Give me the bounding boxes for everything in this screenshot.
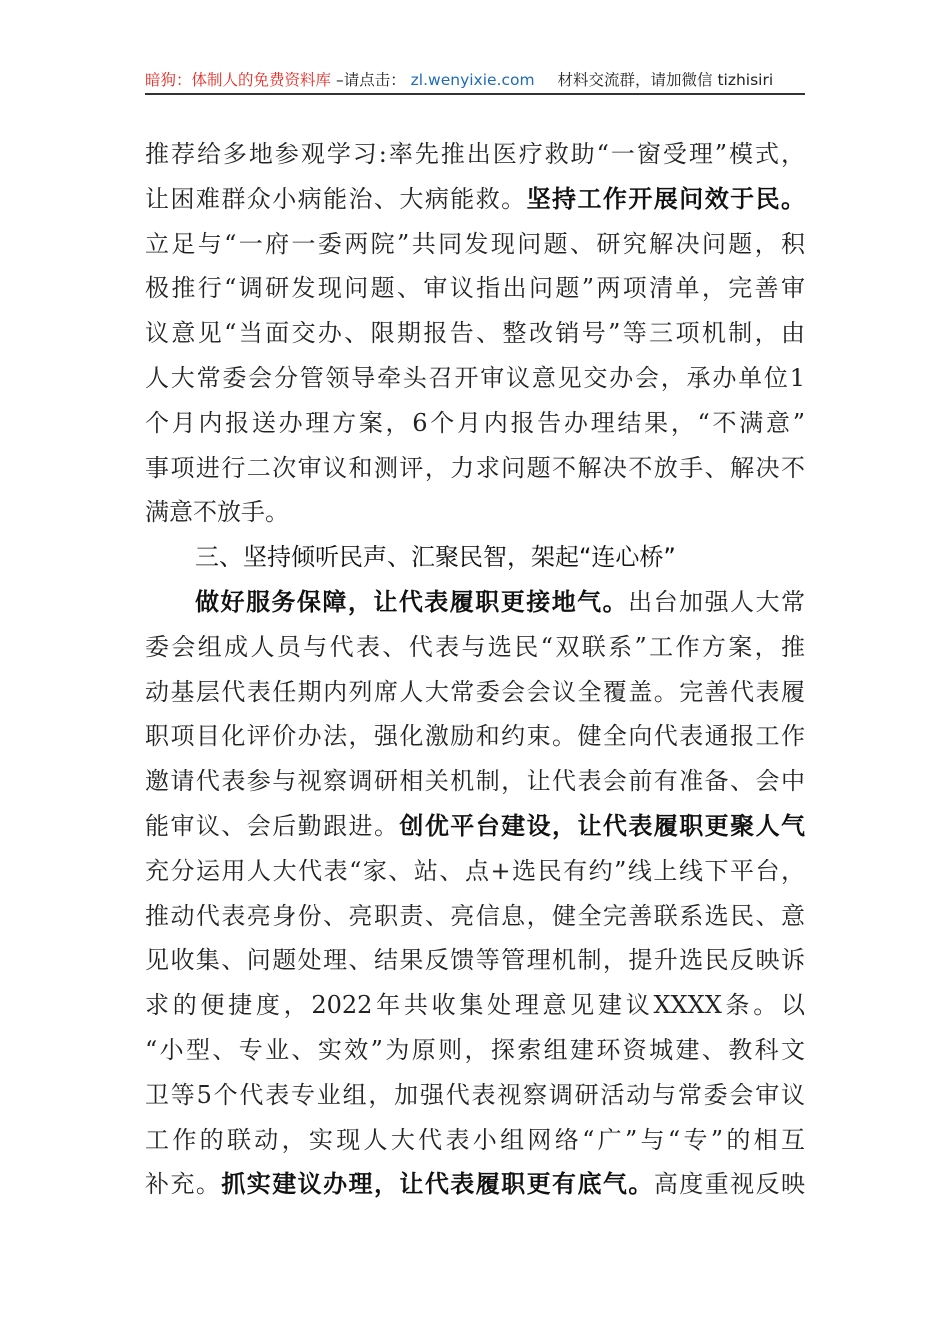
bold-lead-sentence: 坚持工作开展问效于民。 [526, 184, 806, 213]
body-text: 让困难群众小病能治、大病能救。 [145, 184, 527, 213]
text-line [145, 1164, 805, 1209]
text-line [145, 806, 805, 851]
header-divider [145, 93, 805, 95]
header-site-name: 暗狗：体制人的免费资料库 [145, 71, 332, 89]
body-text: 见收集、问题处理、结果反馈等管理机制，提升选民反映诉 [145, 946, 805, 975]
body-text: 人大常委会分管领导牵头召开审议意见交办会，承办单位1 [145, 363, 805, 392]
body-text: 满意不放手。 [145, 498, 289, 527]
text-line [145, 896, 805, 941]
text-line [145, 448, 805, 493]
text-line [145, 716, 805, 761]
text-line [145, 627, 805, 672]
document-body [145, 134, 805, 1209]
body-text: 个月内报送办理方案，6个月内报告办理结果，“不满意” [145, 408, 805, 437]
page-header [145, 68, 805, 94]
body-text: 邀请代表参与视察调研相关机制，让代表会前有准备、会中 [145, 767, 805, 796]
header-prompt: –请点击： [335, 71, 406, 89]
body-text: 立足与“一府一委两院”共同发现问题、研究解决问题，积 [145, 229, 805, 258]
text-line [145, 582, 805, 627]
text-line [145, 358, 805, 403]
body-text: 动基层代表任期内列席人大常委会会议全覆盖。完善代表履 [145, 677, 805, 706]
text-line [145, 268, 805, 313]
text-line [145, 985, 805, 1030]
body-text: 极推行“调研发现问题、审议指出问题”两项清单，完善审 [145, 274, 805, 303]
body-text: 能审议、会后勤跟进。 [145, 811, 400, 840]
body-text: 委会组成人员与代表、代表与选民“双联系”工作方案，推 [145, 632, 805, 661]
text-line [145, 1120, 805, 1165]
body-text: 事项进行二次审议和测评，力求问题不解决不放手、解决不 [145, 453, 805, 482]
text-line [145, 672, 805, 717]
text-line [145, 851, 805, 896]
text-line [145, 1075, 805, 1120]
body-text: 议意见“当面交办、限期报告、整改销号”等三项机制，由 [145, 319, 805, 348]
bold-lead-sentence: 创优平台建设，让代表履职更聚人气 [399, 811, 806, 840]
bold-lead-sentence: 抓实建议办理，让代表履职更有底气。 [221, 1170, 654, 1199]
text-line [145, 1030, 805, 1075]
header-link[interactable]: zl.wenyixie.com [410, 71, 535, 89]
text-line [145, 313, 805, 358]
body-text: 充分运用人大代表“家、站、点+选民有约”线上线下平台， [145, 856, 805, 885]
body-text: 职项目化评价办法，强化激励和约束。健全向代表通报工作 [145, 722, 805, 751]
body-text: “小型、专业、实效”为原则，探索组建环资城建、教科文 [145, 1035, 805, 1064]
text-line [145, 940, 805, 985]
body-text: 补充。 [145, 1170, 222, 1199]
header-note: 材料交流群，请加微信 tizhisiri [557, 71, 774, 89]
text-line [145, 224, 805, 269]
body-text: 推荐给多地参观学习:率先推出医疗救助“一窗受理”模式， [145, 140, 805, 168]
section-heading [145, 537, 805, 582]
body-text: 卫等5个代表专业组，加强代表视察调研活动与常委会审议 [145, 1080, 805, 1109]
body-text: 求的便捷度，2022年共收集处理意见建议XXXX条。以 [145, 991, 805, 1020]
bold-lead-sentence: 做好服务保障，让代表履职更接地气。 [195, 587, 629, 616]
text-line [145, 403, 805, 448]
body-text: 工作的联动，实现人大代表小组网络“广”与“专”的相互 [145, 1125, 805, 1154]
text-line [145, 761, 805, 806]
heading-text: 三、坚持倾听民声、汇聚民智，架起“连心桥” [195, 543, 676, 572]
text-line [145, 134, 805, 179]
body-text: 高度重视反映 [653, 1170, 806, 1199]
text-line [145, 492, 805, 537]
body-text: 出台加强人大常 [628, 587, 806, 616]
text-line [145, 179, 805, 224]
body-text: 推动代表亮身份、亮职责、亮信息，健全完善联系选民、意 [145, 901, 805, 930]
